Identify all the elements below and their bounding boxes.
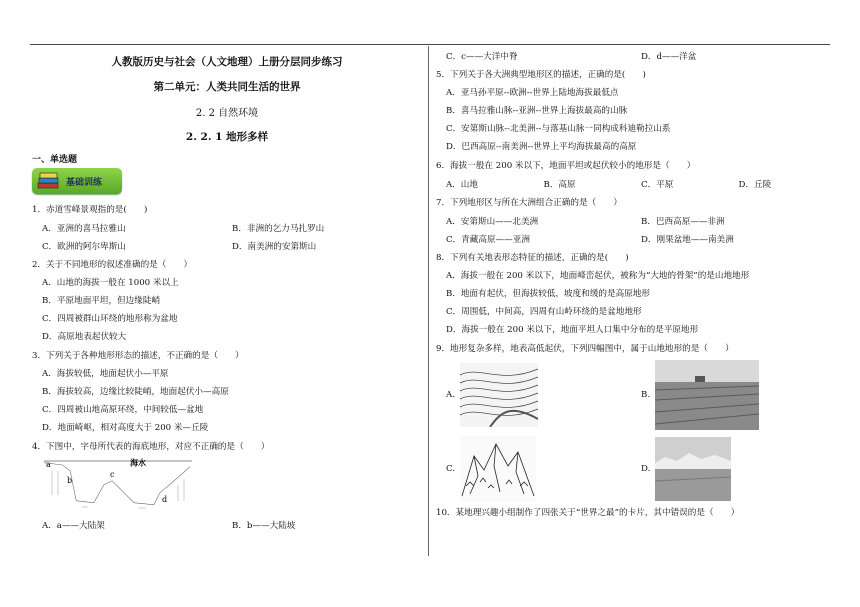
option-b: B．非洲的乞力马扎罗山 (232, 224, 325, 234)
subsection-title: 2. 2. 1 地形多样 (185, 131, 269, 143)
label-d: d (162, 495, 168, 504)
unit-title: 第二单元：人类共同生活的世界 (153, 81, 301, 93)
basic-training-badge (32, 168, 122, 194)
option-d: D. (641, 464, 651, 474)
header-rule (30, 44, 830, 45)
option-b: B．地面有起伏，但海拔较低，坡度和缓的是高原地形 (446, 289, 650, 299)
question-10 (436, 507, 836, 519)
option-d: D．地面崎岖，相对高度大于 200 米—丘陵 (42, 423, 209, 433)
option-b: B. (641, 390, 651, 400)
question-stem: 9．地形复杂多样，地表高低起伏，下列四幅图中，属于山地地形的是（ ） (436, 344, 734, 354)
mountain-sketch-image (460, 436, 536, 502)
option-c: C．欧洲的阿尔卑斯山 (42, 242, 126, 252)
option-a: A. (446, 390, 455, 400)
option-d: D．刚果盆地——南美洲 (641, 235, 734, 245)
question-stem: 4．下图中，字母所代表的海底地形，对应不正确的是（ ） (32, 442, 270, 452)
option-b: B．巴西高原——非洲 (641, 217, 725, 227)
option-c: C．青藏高原——亚洲 (446, 235, 530, 245)
option-a: A．a——大陆架 (42, 521, 105, 531)
plateau-image (655, 437, 731, 501)
right-column (436, 47, 836, 519)
option-a: A．海拔一般在 200 米以下，地面峰峦起伏，被称为“大地的骨架”的是山地地形 (446, 271, 750, 281)
option-d: D．巴西高原--南美洲--世界上平均海拔最高的高原 (446, 142, 637, 152)
question-7 (436, 197, 836, 245)
section-title: 2. 2 自然环境 (195, 108, 259, 119)
question-stem: 2．关于不同地形的叙述准确的是（ ） (32, 260, 193, 270)
label-c: c (110, 470, 115, 479)
question-2 (32, 259, 422, 343)
option-a: A．山地 (446, 180, 478, 190)
option-b: B．b——大陆坡 (232, 521, 296, 531)
question-stem: 3．下列关于各种地形形态的描述，不正确的是（ ） (32, 351, 244, 361)
question-stem: 8．下列有关地表形态特征的描述，正确的是( ) (436, 253, 629, 263)
question-3 (32, 350, 422, 434)
question-6 (436, 160, 836, 190)
column-divider (428, 46, 429, 556)
option-d: D．丘陵 (738, 180, 772, 190)
option-a: A．亚洲的喜马拉雅山 (42, 224, 126, 234)
question-stem: 6．海拔一般在 200 米以下，地面平坦或起伏较小的地形是（ ） (436, 161, 696, 171)
question-8 (436, 252, 836, 336)
flat-plain-image (655, 360, 759, 430)
option-c: C. (446, 464, 456, 474)
option-c: C．四周被群山环绕的地形称为盆地 (42, 314, 178, 324)
option-c: C．安第斯山脉--北美洲--与落基山脉一同构成科迪勒拉山系 (446, 124, 671, 134)
doc-title: 人教版历史与社会（人文地理）上册分层同步练习 (111, 56, 343, 68)
question-stem: 1．赤道雪峰景观指的是( ) (32, 205, 148, 215)
question-stem: 5．下列关于各大洲典型地形区的描述，正确的是( ) (436, 70, 646, 80)
seafloor-diagram (42, 455, 202, 513)
q4-option-c: C．c——大洋中脊 (446, 52, 518, 62)
question-stem: 7．下列地形区与所在大洲组合正确的是（ ） (436, 198, 622, 208)
option-a: A．亚马孙平原--欧洲--世界上陆地海拔最低点 (446, 88, 619, 98)
option-a: A．山地的海拔一般在 1000 米以上 (42, 278, 179, 288)
option-b: B．喜马拉雅山脉--亚洲--世界上海拔最高的山脉 (446, 106, 628, 116)
question-1 (32, 204, 422, 252)
option-d: D．南美洲的安第斯山 (232, 242, 317, 252)
question-9 (436, 343, 836, 503)
section-label: 一、单选题 (32, 155, 78, 165)
question-stem: 10．某地理兴趣小组制作了四张关于“世界之最”的卡片，其中错误的是（ ） (436, 508, 740, 518)
option-b: B．高原 (543, 180, 576, 190)
option-a: A．安第斯山——北美洲 (446, 217, 539, 227)
option-c: C．四周被山地高原环绕，中间较低—盆地 (42, 405, 204, 415)
label-a: a (46, 460, 51, 469)
left-column (32, 48, 422, 531)
option-c: C．平原 (641, 180, 674, 190)
terraced-hills-image (460, 363, 538, 427)
label-b: b (67, 476, 73, 485)
question-5 (436, 69, 836, 153)
label-sea: 海水 (130, 457, 146, 468)
option-d: D．海拔一般在 200 米以下，地面平坦人口集中分布的是平原地形 (446, 325, 699, 335)
question-4 (32, 441, 422, 531)
option-b: B．海拔较高，边缘比较陡峭，地面起伏小—高原 (42, 387, 229, 397)
option-b: B．平原地面平坦，但边缘陡峭 (42, 296, 161, 306)
option-a: A．海拔较低，地面起伏小—平原 (42, 369, 169, 379)
badge-label: 基础训练 (66, 178, 103, 188)
books-icon (37, 172, 61, 190)
option-d: D．高原地表起伏较大 (42, 332, 127, 342)
option-c: C．周围低，中间高，四周有山岭环绕的是盆地地形 (446, 307, 642, 317)
q4-option-d: D．d——洋盆 (641, 52, 697, 62)
